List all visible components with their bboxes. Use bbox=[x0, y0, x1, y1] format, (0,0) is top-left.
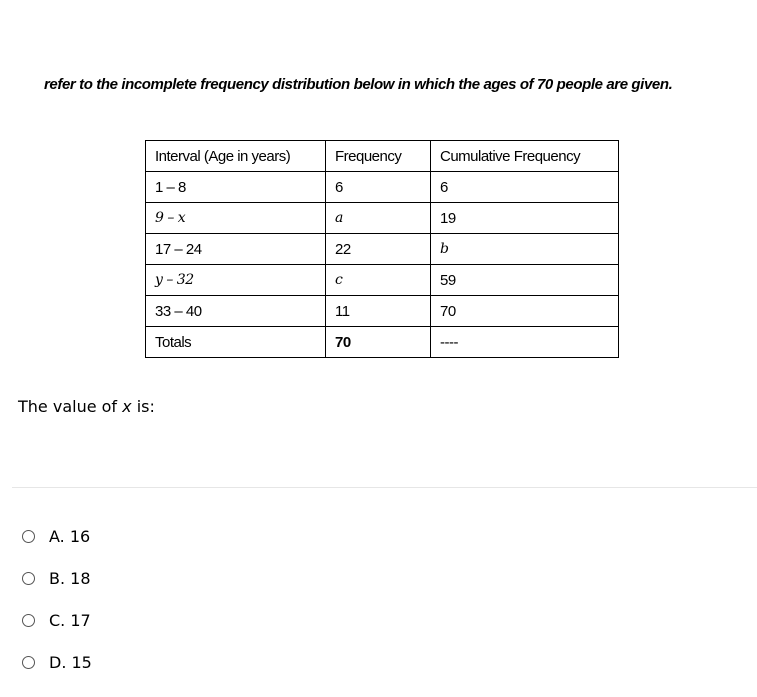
option-label: C. 17 bbox=[49, 610, 91, 630]
option-d[interactable] bbox=[22, 641, 92, 683]
table-totals-row bbox=[146, 327, 619, 358]
cell-cumulative: 6 bbox=[431, 172, 619, 203]
radio-button[interactable] bbox=[22, 572, 35, 585]
option-label: D. 15 bbox=[49, 652, 92, 672]
cell-frequency: c bbox=[326, 265, 431, 296]
question-prefix: The value of bbox=[18, 397, 123, 416]
table-row bbox=[146, 203, 619, 234]
cell-frequency: a bbox=[326, 203, 431, 234]
table-row bbox=[146, 172, 619, 203]
cell-frequency: 11 bbox=[326, 296, 431, 327]
option-a[interactable] bbox=[22, 515, 92, 557]
cell-totals-label: Totals bbox=[146, 327, 326, 358]
radio-button[interactable] bbox=[22, 530, 35, 543]
radio-button[interactable] bbox=[22, 656, 35, 669]
cell-interval: y – 32 bbox=[146, 265, 326, 296]
cell-interval: 9 – x bbox=[146, 203, 326, 234]
cell-cumulative: 70 bbox=[431, 296, 619, 327]
answer-options bbox=[22, 515, 92, 683]
option-c[interactable] bbox=[22, 599, 92, 641]
option-label: A. 16 bbox=[49, 526, 91, 546]
cell-cumulative: b bbox=[431, 234, 619, 265]
cell-frequency: 22 bbox=[326, 234, 431, 265]
header-interval: Interval (Age in years) bbox=[146, 141, 326, 172]
option-b[interactable] bbox=[22, 557, 92, 599]
cell-total-cumulative: ---- bbox=[431, 327, 619, 358]
question-text bbox=[18, 397, 155, 416]
cell-interval: 33 – 40 bbox=[146, 296, 326, 327]
header-frequency: Frequency bbox=[326, 141, 431, 172]
cell-interval: 17 – 24 bbox=[146, 234, 326, 265]
question-variable: x bbox=[122, 397, 132, 416]
table-row bbox=[146, 265, 619, 296]
table-row bbox=[146, 234, 619, 265]
frequency-table bbox=[145, 140, 619, 358]
cell-total-frequency: 70 bbox=[326, 327, 431, 358]
divider bbox=[12, 487, 757, 488]
cell-frequency: 6 bbox=[326, 172, 431, 203]
intro-text: refer to the incomplete frequency distribution below in which the ages of 70 people are given. bbox=[44, 76, 673, 93]
cell-cumulative: 19 bbox=[431, 203, 619, 234]
cell-interval: 1 – 8 bbox=[146, 172, 326, 203]
header-cumulative-frequency: Cumulative Frequency bbox=[431, 141, 619, 172]
radio-button[interactable] bbox=[22, 614, 35, 627]
table-header-row bbox=[146, 141, 619, 172]
cell-cumulative: 59 bbox=[431, 265, 619, 296]
question-suffix: is: bbox=[131, 397, 155, 416]
option-label: B. 18 bbox=[49, 568, 91, 588]
table-row bbox=[146, 296, 619, 327]
